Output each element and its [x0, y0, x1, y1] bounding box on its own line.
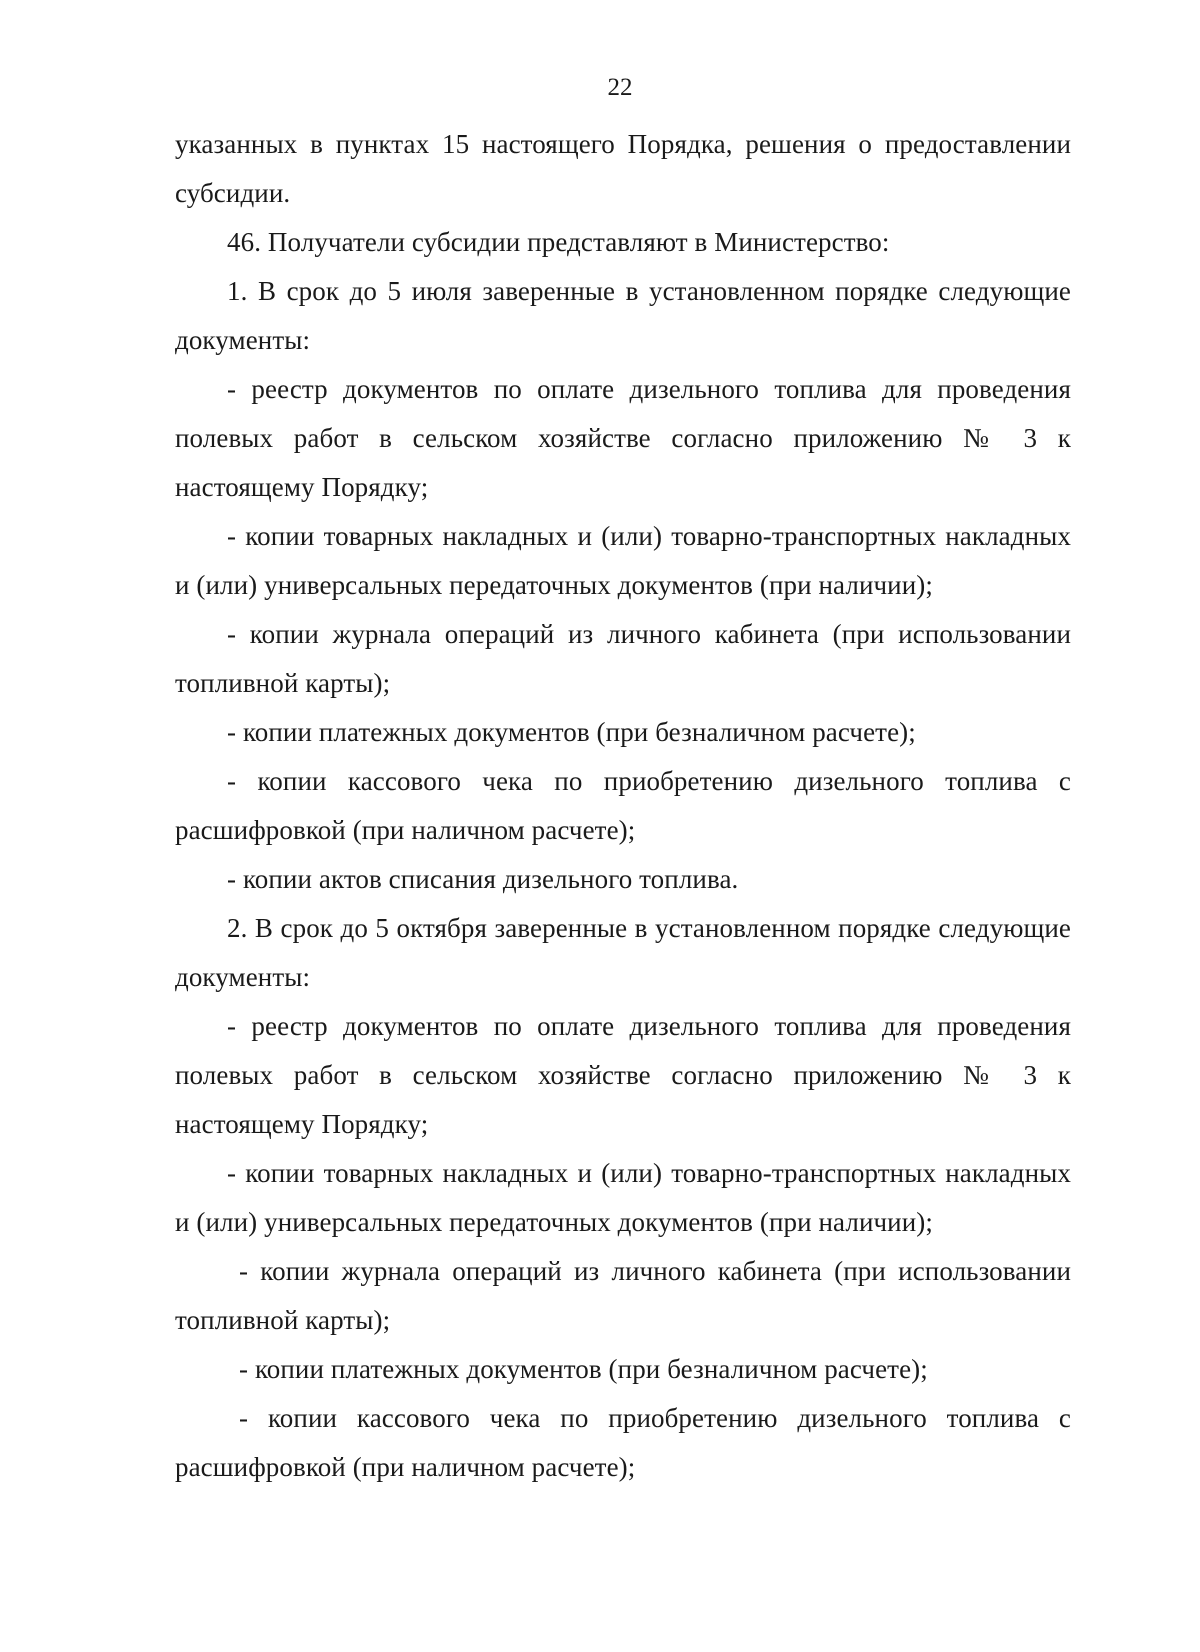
list-item-operations-log: - копии журнала операций из личного кабинета (при использовании топливной карты); — [175, 619, 1071, 698]
paragraph-deadline-october: 2. В срок до 5 октября заверенные в установленном порядке следующие документы: — [175, 913, 1071, 992]
list-item-payment-documents: - копии платежных документов (при безналичном расчете); — [239, 1354, 928, 1384]
paragraph-continuation: указанных в пунктах 15 настоящего Порядка, решения о предоставлении субсидии. — [175, 129, 1071, 208]
paragraph-item-46: 46. Получатели субсидии представляют в Министерство: — [227, 227, 890, 257]
list-item-write-off-acts: - копии актов списания дизельного топлива. — [227, 864, 739, 894]
list-item-waybills: - копии товарных накладных и (или) товарно-транспортных накладных и (или) универсальных передаточных документов (при наличии); — [175, 521, 1071, 600]
list-item-payment-documents: - копии платежных документов (при безналичном расчете); — [227, 717, 916, 747]
paragraph-deadline-july: 1. В срок до 5 июля заверенные в установленном порядке следующие документы: — [175, 276, 1071, 355]
list-item-cash-receipt: - копии кассового чека по приобретению дизельного топлива с расшифровкой (при наличном расчете); — [175, 766, 1071, 845]
list-item-operations-log: - копии журнала операций из личного кабинета (при использовании топливной карты); — [175, 1256, 1071, 1335]
list-item-cash-receipt: - копии кассового чека по приобретению дизельного топлива с расшифровкой (при наличном расчете); — [175, 1403, 1071, 1482]
page-number: 22 — [607, 74, 633, 101]
list-item-waybills: - копии товарных накладных и (или) товарно-транспортных накладных и (или) универсальных передаточных документов (при наличии); — [175, 1158, 1071, 1237]
list-item-registry: - реестр документов по оплате дизельного топлива для проведения полевых работ в сельском хозяйстве согласно приложению № 3 к настоящему Порядку; — [175, 374, 1071, 502]
list-item-registry: - реестр документов по оплате дизельного топлива для проведения полевых работ в сельском хозяйстве согласно приложению № 3 к настоящему Порядку; — [175, 1011, 1071, 1139]
document-body — [175, 120, 1071, 1492]
